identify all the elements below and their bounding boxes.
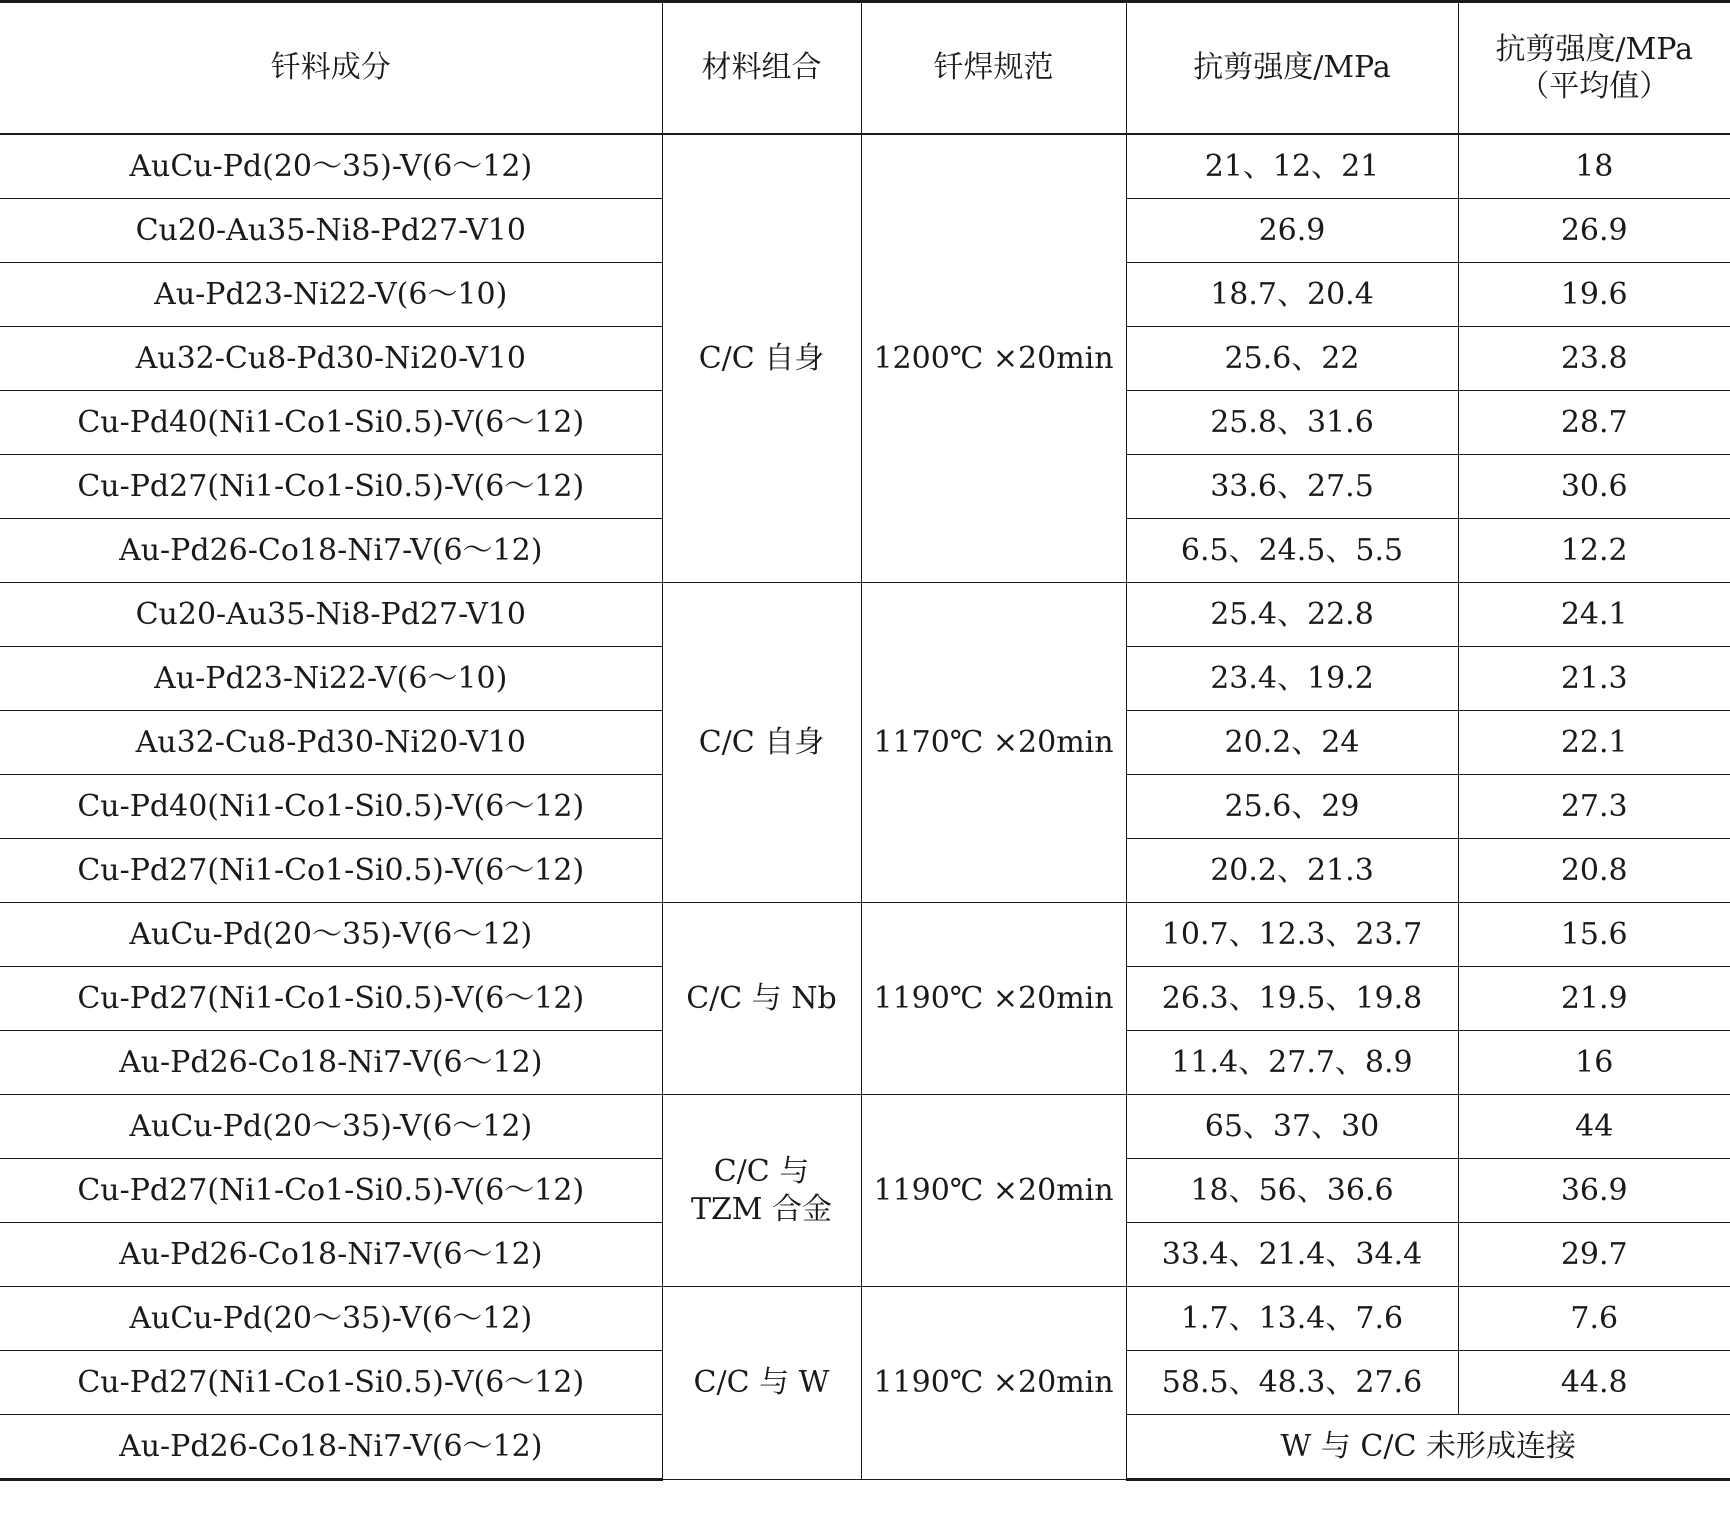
average-cell: 15.6 xyxy=(1458,903,1730,967)
no-bond-note-cell: W 与 C/C 未形成连接 xyxy=(1126,1415,1730,1480)
strength-cell: 65、37、30 xyxy=(1126,1095,1458,1159)
average-cell: 19.6 xyxy=(1458,263,1730,327)
average-cell: 44.8 xyxy=(1458,1351,1730,1415)
average-cell: 30.6 xyxy=(1458,455,1730,519)
material-line1: C/C 与 xyxy=(713,1154,810,1189)
alloy-cell: Cu20-Au35-Ni8-Pd27-V10 xyxy=(0,583,662,647)
strength-cell: 18.7、20.4 xyxy=(1126,263,1458,327)
alloy-cell: Cu-Pd27(Ni1-Co1-Si0.5)-V(6～12) xyxy=(0,839,662,903)
table-row xyxy=(0,583,1730,647)
strength-cell: 26.9 xyxy=(1126,199,1458,263)
table-header xyxy=(0,2,1730,135)
strength-cell: 20.2、24 xyxy=(1126,711,1458,775)
header-average-line1: 抗剪强度/MPa xyxy=(1495,31,1694,67)
alloy-cell: Au-Pd26-Co18-Ni7-V(6～12) xyxy=(0,1031,662,1095)
average-cell: 12.2 xyxy=(1458,519,1730,583)
strength-cell: 25.6、29 xyxy=(1126,775,1458,839)
alloy-cell: Cu-Pd27(Ni1-Co1-Si0.5)-V(6～12) xyxy=(0,1351,662,1415)
alloy-cell: AuCu-Pd(20～35)-V(6～12) xyxy=(0,1095,662,1159)
alloy-cell: AuCu-Pd(20～35)-V(6～12) xyxy=(0,134,662,199)
strength-cell: 21、12、21 xyxy=(1126,134,1458,199)
header-alloy: 钎料成分 xyxy=(0,2,662,135)
alloy-cell: Cu-Pd40(Ni1-Co1-Si0.5)-V(6～12) xyxy=(0,775,662,839)
average-cell: 21.3 xyxy=(1458,647,1730,711)
strength-cell: 25.6、22 xyxy=(1126,327,1458,391)
alloy-cell: Au-Pd26-Co18-Ni7-V(6～12) xyxy=(0,1223,662,1287)
material-cell xyxy=(662,1095,861,1287)
average-cell: 16 xyxy=(1458,1031,1730,1095)
average-cell: 28.7 xyxy=(1458,391,1730,455)
strength-cell: 33.6、27.5 xyxy=(1126,455,1458,519)
header-strength: 抗剪强度/MPa xyxy=(1126,2,1458,135)
average-cell: 36.9 xyxy=(1458,1159,1730,1223)
strength-cell: 23.4、19.2 xyxy=(1126,647,1458,711)
strength-cell: 1.7、13.4、7.6 xyxy=(1126,1287,1458,1351)
material-cell: C/C 自身 xyxy=(662,583,861,903)
table-row xyxy=(0,134,1730,199)
alloy-cell: Au-Pd26-Co18-Ni7-V(6～12) xyxy=(0,519,662,583)
material-cell: C/C 与 W xyxy=(662,1287,861,1480)
average-cell: 7.6 xyxy=(1458,1287,1730,1351)
strength-cell: 58.5、48.3、27.6 xyxy=(1126,1351,1458,1415)
header-average xyxy=(1458,2,1730,135)
alloy-cell: Cu20-Au35-Ni8-Pd27-V10 xyxy=(0,199,662,263)
alloy-cell: Au32-Cu8-Pd30-Ni20-V10 xyxy=(0,327,662,391)
table-row xyxy=(0,903,1730,967)
average-cell: 23.8 xyxy=(1458,327,1730,391)
table-body xyxy=(0,134,1730,1480)
alloy-cell: Cu-Pd40(Ni1-Co1-Si0.5)-V(6～12) xyxy=(0,391,662,455)
spec-cell: 1170℃ ×20min xyxy=(861,583,1126,903)
material-cell: C/C 与 Nb xyxy=(662,903,861,1095)
average-cell: 27.3 xyxy=(1458,775,1730,839)
strength-cell: 6.5、24.5、5.5 xyxy=(1126,519,1458,583)
alloy-cell: Cu-Pd27(Ni1-Co1-Si0.5)-V(6～12) xyxy=(0,455,662,519)
alloy-cell: Au-Pd23-Ni22-V(6～10) xyxy=(0,647,662,711)
spec-cell: 1190℃ ×20min xyxy=(861,903,1126,1095)
spec-cell: 1200℃ ×20min xyxy=(861,134,1126,583)
table-row xyxy=(0,1095,1730,1159)
average-cell: 44 xyxy=(1458,1095,1730,1159)
average-cell: 26.9 xyxy=(1458,199,1730,263)
average-cell: 29.7 xyxy=(1458,1223,1730,1287)
average-cell: 21.9 xyxy=(1458,967,1730,1031)
spec-cell: 1190℃ ×20min xyxy=(861,1095,1126,1287)
alloy-cell: Cu-Pd27(Ni1-Co1-Si0.5)-V(6～12) xyxy=(0,1159,662,1223)
alloy-cell: Au-Pd23-Ni22-V(6～10) xyxy=(0,263,662,327)
header-material: 材料组合 xyxy=(662,2,861,135)
alloy-cell: AuCu-Pd(20～35)-V(6～12) xyxy=(0,1287,662,1351)
strength-cell: 18、56、36.6 xyxy=(1126,1159,1458,1223)
alloy-cell: Au-Pd26-Co18-Ni7-V(6～12) xyxy=(0,1415,662,1480)
spec-cell: 1190℃ ×20min xyxy=(861,1287,1126,1480)
strength-cell: 11.4、27.7、8.9 xyxy=(1126,1031,1458,1095)
header-row xyxy=(0,2,1730,135)
average-cell: 20.8 xyxy=(1458,839,1730,903)
alloy-cell: Au32-Cu8-Pd30-Ni20-V10 xyxy=(0,711,662,775)
table-row xyxy=(0,1287,1730,1351)
strength-cell: 25.4、22.8 xyxy=(1126,583,1458,647)
material-cell: C/C 自身 xyxy=(662,134,861,583)
strength-cell: 20.2、21.3 xyxy=(1126,839,1458,903)
alloy-cell: AuCu-Pd(20～35)-V(6～12) xyxy=(0,903,662,967)
average-cell: 18 xyxy=(1458,134,1730,199)
strength-cell: 25.8、31.6 xyxy=(1126,391,1458,455)
material-line2: TZM 合金 xyxy=(690,1191,833,1227)
strength-cell: 33.4、21.4、34.4 xyxy=(1126,1223,1458,1287)
average-cell: 24.1 xyxy=(1458,583,1730,647)
header-spec: 钎焊规范 xyxy=(861,2,1126,135)
alloy-cell: Cu-Pd27(Ni1-Co1-Si0.5)-V(6～12) xyxy=(0,967,662,1031)
average-cell: 22.1 xyxy=(1458,711,1730,775)
strength-cell: 26.3、19.5、19.8 xyxy=(1126,967,1458,1031)
strength-cell: 10.7、12.3、23.7 xyxy=(1126,903,1458,967)
header-average-line2: （平均值） xyxy=(1519,69,1670,104)
